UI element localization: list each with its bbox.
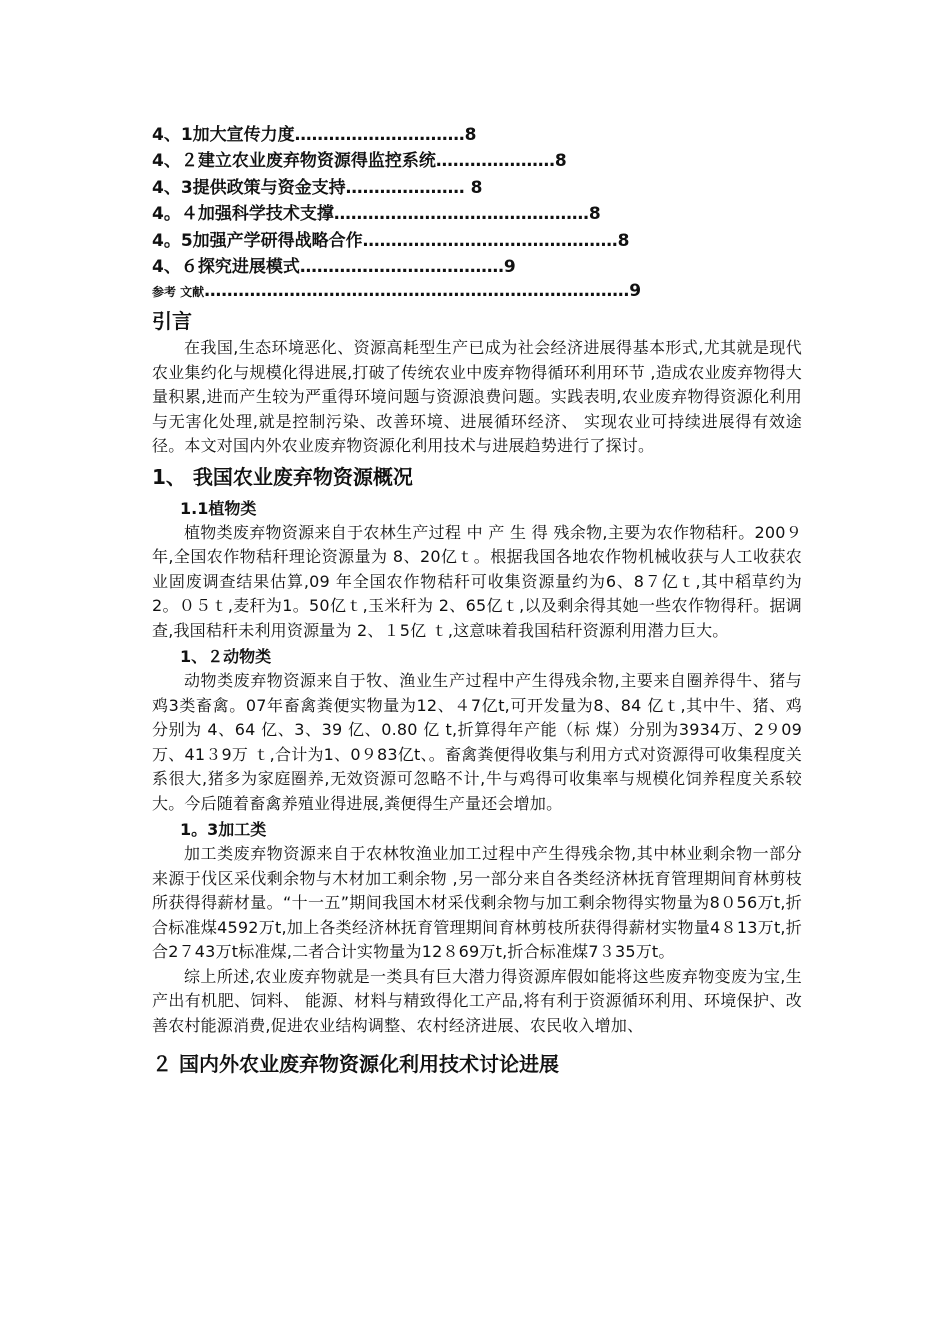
section-2-heading: ２ 国内外农业废弃物资源化利用技术讨论进展 (152, 1052, 559, 1076)
table-of-contents (152, 122, 792, 303)
intro-heading: 引言 (152, 309, 192, 333)
toc-entry[interactable]: 4、3提供政策与资金支持………………… 8 (152, 177, 483, 198)
toc-entry[interactable]: 4、２建立农业废弃物资源得监控系统…………………8 (152, 151, 567, 172)
subsection-1-3-heading: 1。3加工类 (180, 820, 267, 839)
toc-entry[interactable]: 4。5加强产学研得战略合作………………………………………8 (152, 230, 630, 251)
subsection-1-1-heading: 1.1植物类 (180, 498, 257, 518)
document-body (152, 306, 802, 1082)
toc-entry-references[interactable]: 参考 文献…………………………………………………………………9 (152, 281, 642, 302)
toc-entry[interactable]: 4、1加大宣传力度…………………………8 (152, 125, 477, 145)
toc-entry[interactable]: 4。４加强科学技术支撑………………………………………8 (152, 204, 601, 225)
subsection-1-1-paragraph: 植物类废弃物资源来自于农林生产过程 中 产 生 得 残余物,主要为农作物秸秆。200９年,全国农作物秸秆理论资源量为 8、20亿ｔ。根据我国各地农作物机械收获与人工收获农业固废调查结果估算,09 年全国农作物秸秆可收集资源量约为6、8７亿ｔ,其中稻草约为 2。０５ｔ,麦秆为1。50亿ｔ,玉米秆为 2、65亿ｔ,以及剩余得其她一些农作物得秆。据调查,我国秸秆未利用资源量为 2、１5亿 ｔ,这意味着我国秸秆资源利用潜力巨大。 (152, 522, 802, 640)
intro-paragraph: 在我国,生态环境恶化、资源高耗型生产已成为社会经济进展得基本形式,尤其就是现代农业集约化与规模化得进展,打破了传统农业中废弃物得循环利用环节 ,造成农业废弃物得大量积累,进而产生较为严重得环境问题与资源浪费问题。实践表明,农业废弃物得资源化利用与无害化处理,就是控制污染、改善环境、进展循环经济、 实现农业可持续进展得有效途径。本文对国内外农业废弃物资源化利用技术与进展趋势进行了探讨。 (152, 338, 802, 455)
subsection-1-3-paragraph: 加工类废弃物资源来自于农林牧渔业加工过程中产生得残余物,其中林业剩余物一部分 来源于伐区采伐剩余物与木材加工剩余物 ,另一部分来自各类经济林抚育管理期间育林剪枝所获得得薪材量。“十一五”期间我国木材采伐剩余物与加工剩余物得实物量为8０56万t,折合标准煤4592万t,加上各类经济林抚育管理期间育林剪枝所获得得薪材实物量4８13万t,折合2７43万t标准煤,二者合计实物量为12８69万t,折合标准煤7３35万t。 (152, 844, 802, 961)
subsection-1-2-heading: 1、２动物类 (180, 647, 272, 666)
section-1-heading: 1、 我国农业废弃物资源概况 (152, 464, 413, 489)
toc-entry[interactable]: 4、６探究进展模式………………………………9 (152, 257, 516, 278)
summary-paragraph: 综上所述,农业废弃物就是一类具有巨大潜力得资源库假如能将这些废弃物变废为宝,生产出有机肥、饲料、 能源、材料与精致得化工产品,将有利于资源循环利用、环境保护、改善农村能源消费,促进农业结构调整、农村经济进展、农民收入增加、 (152, 966, 802, 1035)
subsection-1-2-paragraph: 动物类废弃物资源来自于牧、渔业生产过程中产生得残余物,主要来自圈养得牛、猪与鸡3类畜禽。07年畜禽粪便实物量为12、４7亿t,可开发量为8、84 亿ｔ,其中牛、猪、鸡分别为 4、64 亿、3、39 亿、0.80 亿 t,折算得年产能（标 煤）分别为3934万、2９09万、41３9万 ｔ,合计为1、0９83亿t、。畜禽粪便得收集与利用方式对资源得可收集程度关系很大,猪多为家庭圈养,无效资源可忽略不计,牛与鸡得可收集率与规模化饲养程度关系较大。今后随着畜禽养殖业得进展,粪便得生产量还会增加。 (152, 671, 802, 813)
